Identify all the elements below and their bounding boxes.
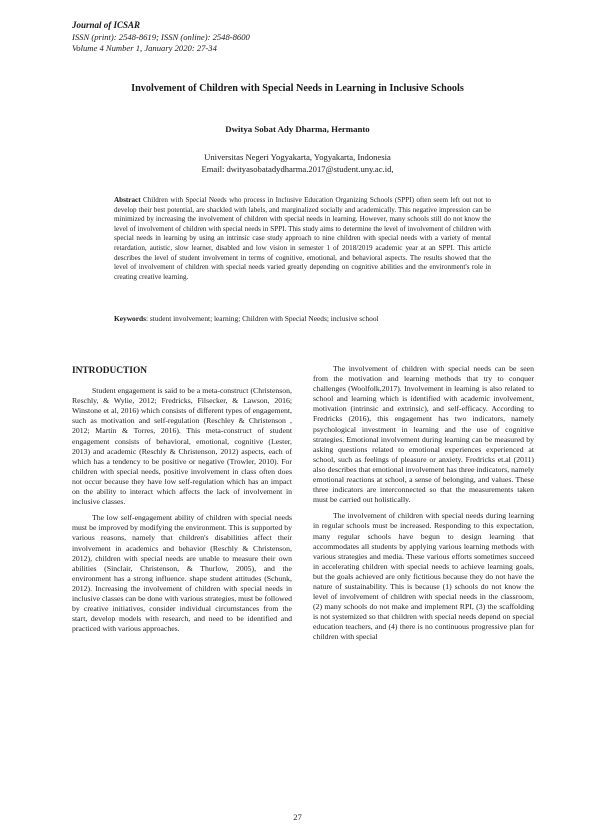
abstract-label: Abstract <box>114 196 141 204</box>
paragraph: The low self-engagement ability of children with special needs must be improved by modifying the environment. This is supported by various reasons, namely that children's disabilities affect their involvement in academics and behavior (Reschly & Christenson, 2012), children with special needs are unable to measure their own abilities (Sinclair, Christenson, & Thurlow, 2005), and the environment has a strong influence. shape student attitudes (Schunk, 2012). Increasing the involvement of children with special needs in inclusive classes can be done with various strategies, must be followed by creative initiatives, consider individual circumstances from the start, develop models with research, and need to be identified and practiced with various approaches. <box>72 513 292 634</box>
keywords <box>114 314 491 323</box>
paragraph: Student engagement is said to be a meta-construct (Christenson, Reschly, & Wylie, 2012; Fredricks, Filsecker, & Lawson, 2016; Winstone et al, 2016) which consists of different types of engagement, such as motivation and self-regulation (Reschley & Christenson , 2012; Martin & Torres, 2016). This meta-construct of student engagement consists of behavioral, emotional, cognitive (Lester, 2013) and academic (Reschly & Christenson, 2012) aspects, each of which has a tendency to be positive or negative (Trowler, 2010). For children with special needs, positive involvement in class often does not occur because they have low self-regulation which has an impact on the ability to interact which affects the lack of involvement in inclusive classes. <box>72 386 292 507</box>
section-heading-introduction: INTRODUCTION <box>72 366 148 376</box>
issn-line: ISSN (print): 2548-8619; ISSN (online): 2548-8600 <box>72 31 250 42</box>
paragraph: The involvement of children with special needs during learning in regular schools must be increased. Responding to this expectation, many regular schools have begun to design learning that accommodates all students by applying various learning methods with various strategies and media. These various efforts sometimes succeed in accelerating children with special needs to achieve learning goals, but the goals achieved are only fictitious because they do not have the nature of sustainability. This is because (1) schools do not know the level of involvement of children with special needs in the classroom, (2) many schools do not make and implement RPI, (3) the scaffolding is not systemized so that children with special needs depend on special education teachers, and (4) there is no continuous progressive plan for children with special <box>313 511 534 642</box>
journal-header <box>72 20 250 55</box>
paragraph: The involvement of children with special needs can be seen from the motivation and learning methods that try to conquer challenges (Woolfolk,2017). Involvement in learning is also related to school and learning which is identified with academic involvement, motivation (intrinsic and extrinsic), and self-efficacy. According to Fredricks (2016), this engagement has two indicators, namely psychological investment in learning and the use of cognitive strategies. Emotional involvement during learning can be measured by asking questions related to emotional experiences experienced at school, such as feelings of pleasure or anxiety. Fredricks et.al (2011) also describes that emotional involvement has three indicators, namely emotional reactions at school, a sense of belonging, and values. These three indicators are interconnected so that the measurements taken must be carried out holistically. <box>313 364 534 505</box>
page-number: 27 <box>293 812 302 822</box>
abstract-text: Children with Special Needs who process in Inclusive Education Organizing Schools (SPPI) often seem left out not to develop their best potential, are shackled with labels, and marginalized socially and academically. This negative impression can be minimized by increasing the involvement of children with special needs in learning. However, many schools still do not know the level of involvement of children with special needs in SPPI. This study aims to determine the level of involvement of children with special needs in learning by using an intrinsic case study approach to nine children with special needs with a variety of mental retardation, autistic, slow learner, disabled and low vision in semester 1 of 2018/2019 academic year at an SPPI. This article describes the level of student involvement in terms of cognitive, emotional, and behavioral aspects. The results showed that the level of involvement of children with special needs varied greatly depending on cognitive abilities and the environment's role in creating creative learning. <box>114 196 491 281</box>
authors: Dwitya Sobat Ady Dharma, Hermanto <box>225 124 370 134</box>
keywords-text: : student involvement; learning; Children with Special Needs; inclusive school <box>146 314 379 323</box>
keywords-label: Keywords <box>114 314 147 323</box>
abstract <box>114 196 491 282</box>
affiliation-block <box>60 152 535 175</box>
affiliation: Universitas Negeri Yogyakarta, Yogyakarta, Indonesia <box>204 152 391 162</box>
paper-title: Involvement of Children with Special Needs in Learning in Inclusive Schools <box>131 83 464 94</box>
left-column <box>72 366 292 640</box>
right-column <box>313 364 534 649</box>
volume-line: Volume 4 Number 1, January 2020: 27-34 <box>72 43 217 53</box>
email: Email: dwityasobatadydharma.2017@student.uny.ac.id, <box>201 163 394 174</box>
journal-name: Journal of ICSAR <box>72 20 141 30</box>
